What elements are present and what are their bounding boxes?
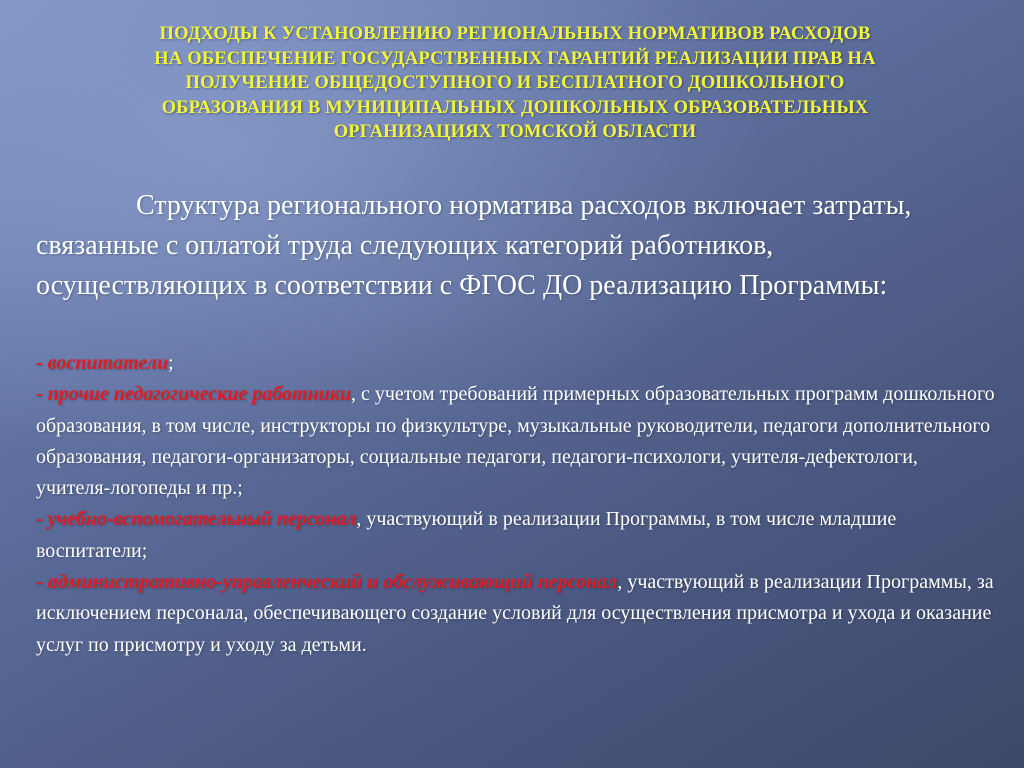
category-list [36,348,996,661]
item-highlight: - прочие педагогические работники [36,383,351,406]
item-highlight: - воспитатели [36,352,169,374]
title-line: ПОЛУЧЕНИЕ ОБЩЕДОСТУПНОГО И БЕСПЛАТНОГО ДОШКОЛЬНОГО [185,73,845,93]
item-text: ; [168,352,174,374]
title-line: НА ОБЕСПЕЧЕНИЕ ГОСУДАРСТВЕННЫХ ГАРАНТИЙ РЕАЛИЗАЦИИ ПРАВ НА [154,48,876,69]
list-item [36,379,996,504]
title-line: ОБРАЗОВАНИЯ В МУНИЦИПАЛЬНЫХ ДОШКОЛЬНЫХ ОБРАЗОВАТЕЛЬНЫХ [161,97,869,118]
item-highlight: - административно-управленческий и обслуживающий персонал [36,571,618,594]
item-text: , участвующий в реализации Программы, за исключением персонала, обеспечивающего создание условий для осуществления присмотра и ухода и оказание услуг по присмотру и уходу за детьми. [36,571,994,656]
title-line: ПОДХОДЫ К УСТАНОВЛЕНИЮ РЕГИОНАЛЬНЫХ НОРМАТИВОВ РАСХОДОВ [159,24,871,44]
item-text: , с учетом требований примерных образовательных программ дошкольного образования, в том числе, инструкторы по физкультуре, музыкальные руководители, педагоги дополнительного образования, педагоги-организаторы, социальные педагоги, педагоги-психологи, учителя-дефектологи, учителя-логопеды и пр.; [36,383,995,500]
list-item [36,567,996,661]
intro-paragraph [36,186,986,306]
list-item [36,504,996,567]
item-text: , участвующий в реализации Программы, в том числе младшие воспитатели; [36,508,897,562]
list-item [36,348,996,379]
item-highlight: - учебно-вспомогательный персонал [36,508,357,531]
intro-text: Структура регионального норматива расходов включает затраты, связанные с оплатой труда следующих категорий работников, осуществляющих в соответствии с ФГОС ДО реализацию Программы: [36,190,912,301]
title-line: ОРГАНИЗАЦИЯХ ТОМСКОЙ ОБЛАСТИ [333,122,697,142]
slide-title [70,22,960,145]
